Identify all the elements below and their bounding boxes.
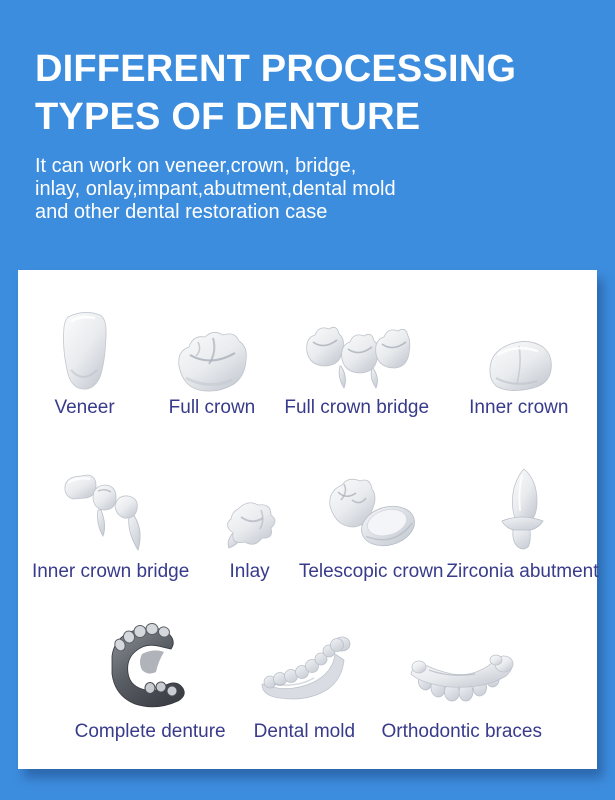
header (0, 0, 615, 224)
denture-item-inner-crown (441, 304, 597, 419)
subtitle-line-1: It can work on veneer,crown, bridge, (35, 155, 357, 177)
item-label-inner-crown-bridge: Inner crown bridge (31, 561, 190, 582)
inlay-image (219, 464, 281, 552)
item-label-inner-crown: Inner crown (469, 397, 569, 418)
item-label-full-crown: Full crown (168, 397, 256, 418)
denture-item-dental-mold (227, 616, 381, 743)
title-line-1: DIFFERENT PROCESSING (35, 48, 517, 90)
subtitle (35, 155, 587, 224)
item-label-orthodontic-braces: Orthodontic braces (381, 721, 542, 742)
denture-item-inner-crown-bridge (18, 464, 203, 583)
denture-item-complete-denture (73, 616, 227, 743)
denture-row-1 (18, 304, 597, 419)
denture-item-full-crown (151, 304, 273, 419)
item-label-inlay: Inlay (229, 561, 270, 582)
denture-row-2 (18, 464, 597, 583)
full-crown-image (174, 304, 250, 392)
item-label-dental-mold: Dental mold (253, 721, 356, 742)
complete-denture-image (98, 616, 202, 708)
denture-item-telescopic-crown (296, 464, 447, 583)
orthodontic-braces-image (405, 616, 519, 708)
item-label-telescopic-crown: Telescopic crown (298, 561, 444, 582)
denture-row-3 (18, 616, 597, 743)
item-label-complete-denture: Complete denture (74, 721, 226, 742)
denture-item-full-crown-bridge (273, 304, 441, 419)
dental-mold-image (254, 616, 354, 708)
subtitle-line-2: inlay, onlay,impant,abutment,dental mold (35, 178, 396, 200)
item-label-zirconia-abutment: Zirconia abutment (446, 561, 599, 582)
denture-item-orthodontic-braces (381, 616, 542, 743)
page-title (35, 46, 587, 141)
denture-item-veneer (18, 304, 151, 419)
inner-crown-bridge-image (55, 464, 167, 552)
telescopic-crown-image (324, 464, 418, 552)
title-line-2: TYPES OF DENTURE (35, 95, 421, 138)
item-label-full-crown-bridge: Full crown bridge (284, 397, 430, 418)
denture-item-zirconia-abutment (446, 464, 598, 583)
veneer-image (57, 304, 113, 392)
zirconia-abutment-image (495, 464, 549, 552)
inner-crown-image (483, 304, 555, 392)
denture-types-panel (18, 270, 597, 769)
denture-item-inlay (203, 464, 296, 583)
full-crown-bridge-image (303, 304, 411, 392)
subtitle-line-3: and other dental restoration case (35, 201, 328, 223)
item-label-veneer: Veneer (54, 397, 115, 418)
